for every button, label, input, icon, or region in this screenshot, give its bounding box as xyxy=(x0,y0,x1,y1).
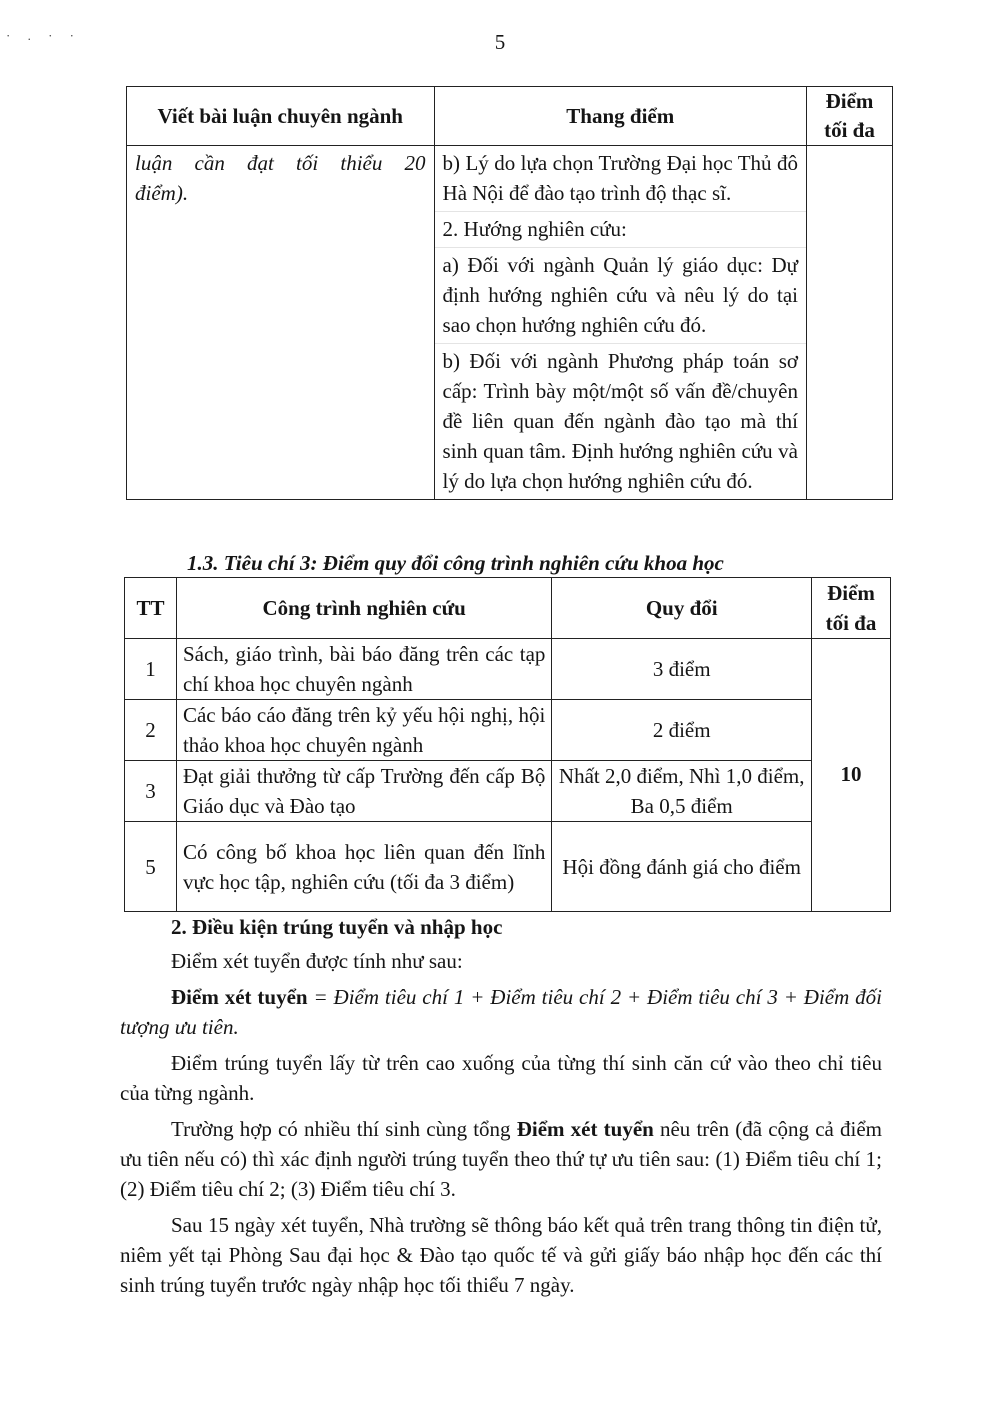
paragraph xyxy=(120,1114,882,1204)
research-table xyxy=(124,577,891,912)
research-table-header xyxy=(125,578,891,639)
max-score-cell xyxy=(807,146,893,500)
section-heading: 2. Điều kiện trúng tuyển và nhập học xyxy=(171,915,503,939)
scale-paragraph: b) Đối với ngành Phương pháp toán sơ cấp: Trình bày một/một số vấn đề/chuyên đề liên quan đến ngành đào tạo mà thí sinh quan tâm. Định hướng nghiên cứu và lý do lựa chọn hướng nghiên cứu đó. xyxy=(442,349,798,493)
row-work: Sách, giáo trình, bài báo đăng trên các tạp chí khoa học chuyên ngành xyxy=(176,639,551,700)
scale-paragraph: b) Lý do lựa chọn Trường Đại học Thủ đô Hà Nội để đào tạo trình độ thạc sĩ. xyxy=(435,146,806,212)
scan-specks: · . · · xyxy=(6,28,81,43)
row-tt: 2 xyxy=(125,700,177,761)
header-work: Công trình nghiên cứu xyxy=(176,578,551,639)
row-work: Các báo cáo đăng trên kỷ yếu hội nghị, hội thảo khoa học chuyên ngành xyxy=(176,700,551,761)
essay-requirement-line1: luận cần đạt tối thiểu 20 xyxy=(135,151,426,175)
formula-text xyxy=(120,982,882,1042)
paragraph: Sau 15 ngày xét tuyển, Nhà trường sẽ thông báo kết quả trên trang thông tin điện tử, niêm yết tại Phòng Sau đại học & Đào tạo quốc tế và gửi giấy báo nhập học đến các thí sinh trúng tuyển trước ngày nhập học tối thiểu 7 ngày. xyxy=(120,1213,882,1297)
paragraph-part: Trường hợp có nhiều thí sinh cùng tổng xyxy=(171,1117,517,1141)
essay-table xyxy=(126,86,893,500)
row-conversion: 2 điểm xyxy=(552,700,812,761)
criterion3-title: 1.3. Tiêu chí 3: Điểm quy đổi công trình nghiên cứu khoa học xyxy=(187,551,724,575)
header-conversion: Quy đổi xyxy=(552,578,812,639)
row-tt: 3 xyxy=(125,761,177,822)
table-row xyxy=(125,639,891,700)
page-number: 5 xyxy=(494,30,506,54)
table-row xyxy=(125,822,891,912)
paragraph: Điểm trúng tuyển lấy từ trên cao xuống của từng thí sinh căn cứ vào theo chỉ tiêu của từng ngành. xyxy=(120,1051,882,1105)
table-row xyxy=(125,761,891,822)
scale-paragraph: a) Đối với ngành Quản lý giáo dục: Dự định hướng nghiên cứu và nêu lý do tại sao chọn hướng nghiên cứu đó. xyxy=(435,248,806,344)
scale-cell xyxy=(434,146,806,500)
paragraph-part: nêu trên (đã cộng cả điểm ưu tiên nếu có) thì xác định người trúng tuyển theo thứ tự ưu tiên sau: (1) Điểm tiêu chí 1; (2) Điểm tiêu chí 2; (3) Điểm tiêu chí 3. xyxy=(120,1117,882,1201)
header-scale: Thang điểm xyxy=(434,87,806,146)
row-conversion: Nhất 2,0 điểm, Nhì 1,0 điểm, Ba 0,5 điểm xyxy=(552,761,812,822)
header-essay: Viết bài luận chuyên ngành xyxy=(127,87,435,146)
row-work: Có công bố khoa học liên quan đến lĩnh vực học tập, nghiên cứu (tối đa 3 điểm) xyxy=(176,822,551,912)
header-max-score: Điểm tối đa xyxy=(812,578,891,639)
row-tt: 5 xyxy=(125,822,177,912)
row-tt: 1 xyxy=(125,639,177,700)
formula-rest: = Điểm tiêu chí 1 + Điểm tiêu chí 2 + Điểm tiêu chí 3 + Điểm đối tượng ưu tiên. xyxy=(120,985,882,1039)
essay-requirement-cell xyxy=(127,146,435,500)
row-conversion: 3 điểm xyxy=(552,639,812,700)
table-row xyxy=(125,700,891,761)
essay-table-header xyxy=(127,87,893,146)
admission-section xyxy=(120,912,882,1300)
scale-paragraph: 2. Hướng nghiên cứu: xyxy=(435,212,806,248)
row-conversion: Hội đồng đánh giá cho điểm xyxy=(552,822,812,912)
formula-label: Điểm xét tuyển xyxy=(171,985,308,1009)
essay-requirement-line2: điểm). xyxy=(135,181,189,205)
intro-text: Điểm xét tuyển được tính như sau: xyxy=(171,949,463,973)
row-work: Đạt giải thưởng từ cấp Trường đến cấp Bộ Giáo dục và Đào tạo xyxy=(176,761,551,822)
max-score-value: 10 xyxy=(812,639,891,912)
header-max: Điểm tối đa xyxy=(807,87,893,146)
paragraph-bold: Điểm xét tuyển xyxy=(516,1117,654,1141)
header-tt: TT xyxy=(125,578,177,639)
essay-table-row xyxy=(127,146,893,500)
